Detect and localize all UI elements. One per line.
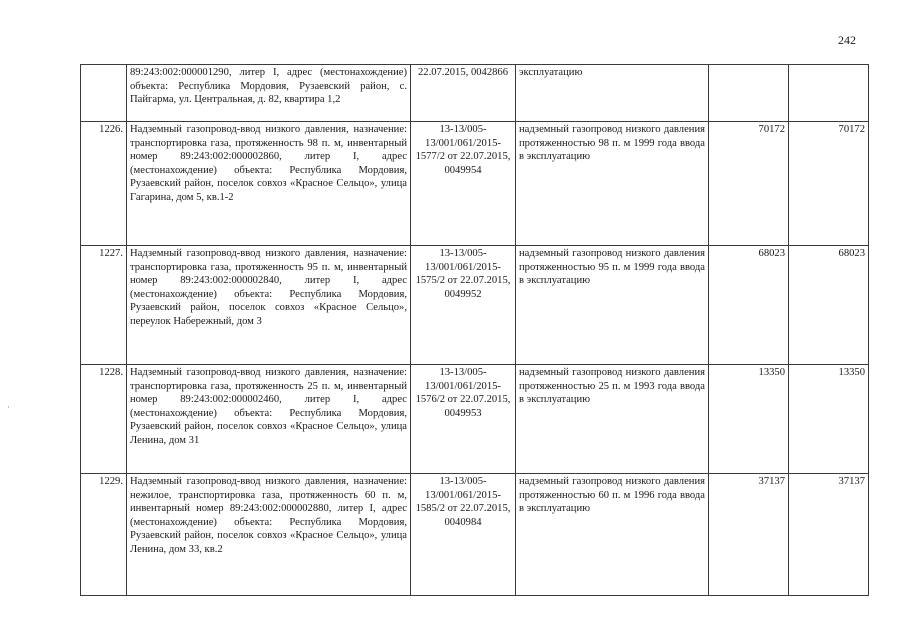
registration-record: 22.07.2015, 0042866 <box>411 65 516 122</box>
row-number: 1228. <box>81 365 127 474</box>
row-number <box>81 65 127 122</box>
object-characteristics: надземный газопровод низкого давления протяженностью 98 п. м 1999 года ввода в эксплуатацию <box>516 122 709 246</box>
object-characteristics: надземный газопровод низкого давления протяженностью 25 п. м 1993 года ввода в эксплуатацию <box>516 365 709 474</box>
value-cell-1: 68023 <box>709 246 789 365</box>
table-row <box>81 365 869 474</box>
table-row <box>81 65 869 122</box>
margin-mark: · <box>7 402 10 412</box>
registration-record: 13-13/005-13/001/061/2015-1585/2 от 22.07.2015, 0040984 <box>411 474 516 596</box>
registration-record: 13-13/005-13/001/061/2015-1575/2 от 22.07.2015, 0049952 <box>411 246 516 365</box>
value-cell-2: 37137 <box>789 474 869 596</box>
object-characteristics: эксплуатацию <box>516 65 709 122</box>
value-cell-2: 13350 <box>789 365 869 474</box>
page-number: 242 <box>838 33 856 47</box>
row-number: 1226. <box>81 122 127 246</box>
value-cell-2: 70172 <box>789 122 869 246</box>
object-description: Надземный газопровод-ввод низкого давления, назначение: транспортировка газа, протяженность 98 п. м, инвентарный номер 89:243:002:000002860, литер I, адрес (местонахождение) объекта: Республика Мордовия, Рузаевский район, поселок совхоз «Красное Сельцо», улица Гагарина, дом 5, кв.1-2 <box>127 122 411 246</box>
object-characteristics: надземный газопровод низкого давления протяженностью 95 п. м 1999 года ввода в эксплуатацию <box>516 246 709 365</box>
registration-record: 13-13/005-13/001/061/2015-1576/2 от 22.07.2015, 0049953 <box>411 365 516 474</box>
row-number: 1229. <box>81 474 127 596</box>
value-cell-1: 37137 <box>709 474 789 596</box>
object-characteristics: надземный газопровод низкого давления протяженностью 60 п. м 1996 года ввода в эксплуатацию <box>516 474 709 596</box>
object-description: 89:243:002:000001290, литер I, адрес (местонахождение) объекта: Республика Мордовия, Рузаевский район, с. Пайгарма, ул. Центральная, д. 82, квартира 1,2 <box>127 65 411 122</box>
value-cell-1 <box>709 65 789 122</box>
registry-table <box>80 64 869 596</box>
object-description: Надземный газопровод-ввод низкого давления, назначение: транспортировка газа, протяженность 95 п. м, инвентарный номер 89:243:002:000002840, литер I, адрес (местонахождение) объекта: Республика Мордовия, Рузаевский район, поселок совхоз «Красное Сельцо», переулок Набережный, дом 3 <box>127 246 411 365</box>
value-cell-1: 13350 <box>709 365 789 474</box>
table-row <box>81 122 869 246</box>
table-row <box>81 474 869 596</box>
value-cell-2: 68023 <box>789 246 869 365</box>
table-row <box>81 246 869 365</box>
registration-record: 13-13/005-13/001/061/2015-1577/2 от 22.07.2015, 0049954 <box>411 122 516 246</box>
value-cell-2 <box>789 65 869 122</box>
object-description: Надземный газопровод-ввод низкого давления, назначение: транспортировка газа, протяженность 25 п. м, инвентарный номер 89:243:002:000002460, литер I, адрес (местонахождение) объекта: Республика Мордовия, Рузаевский район, поселок совхоз «Красное Сельцо», улица Ленина, дом 31 <box>127 365 411 474</box>
value-cell-1: 70172 <box>709 122 789 246</box>
row-number: 1227. <box>81 246 127 365</box>
object-description: Надземный газопровод-ввод низкого давления, назначение: нежилое, транспортировка газа, протяженность 60 п. м, инвентарный номер 89:243:002:000002880, литер I, адрес (местонахождение) объекта: Республика Мордовия, Рузаевский район, поселок совхоз «Красное Сельцо», улица Ленина, дом 33, кв.2 <box>127 474 411 596</box>
